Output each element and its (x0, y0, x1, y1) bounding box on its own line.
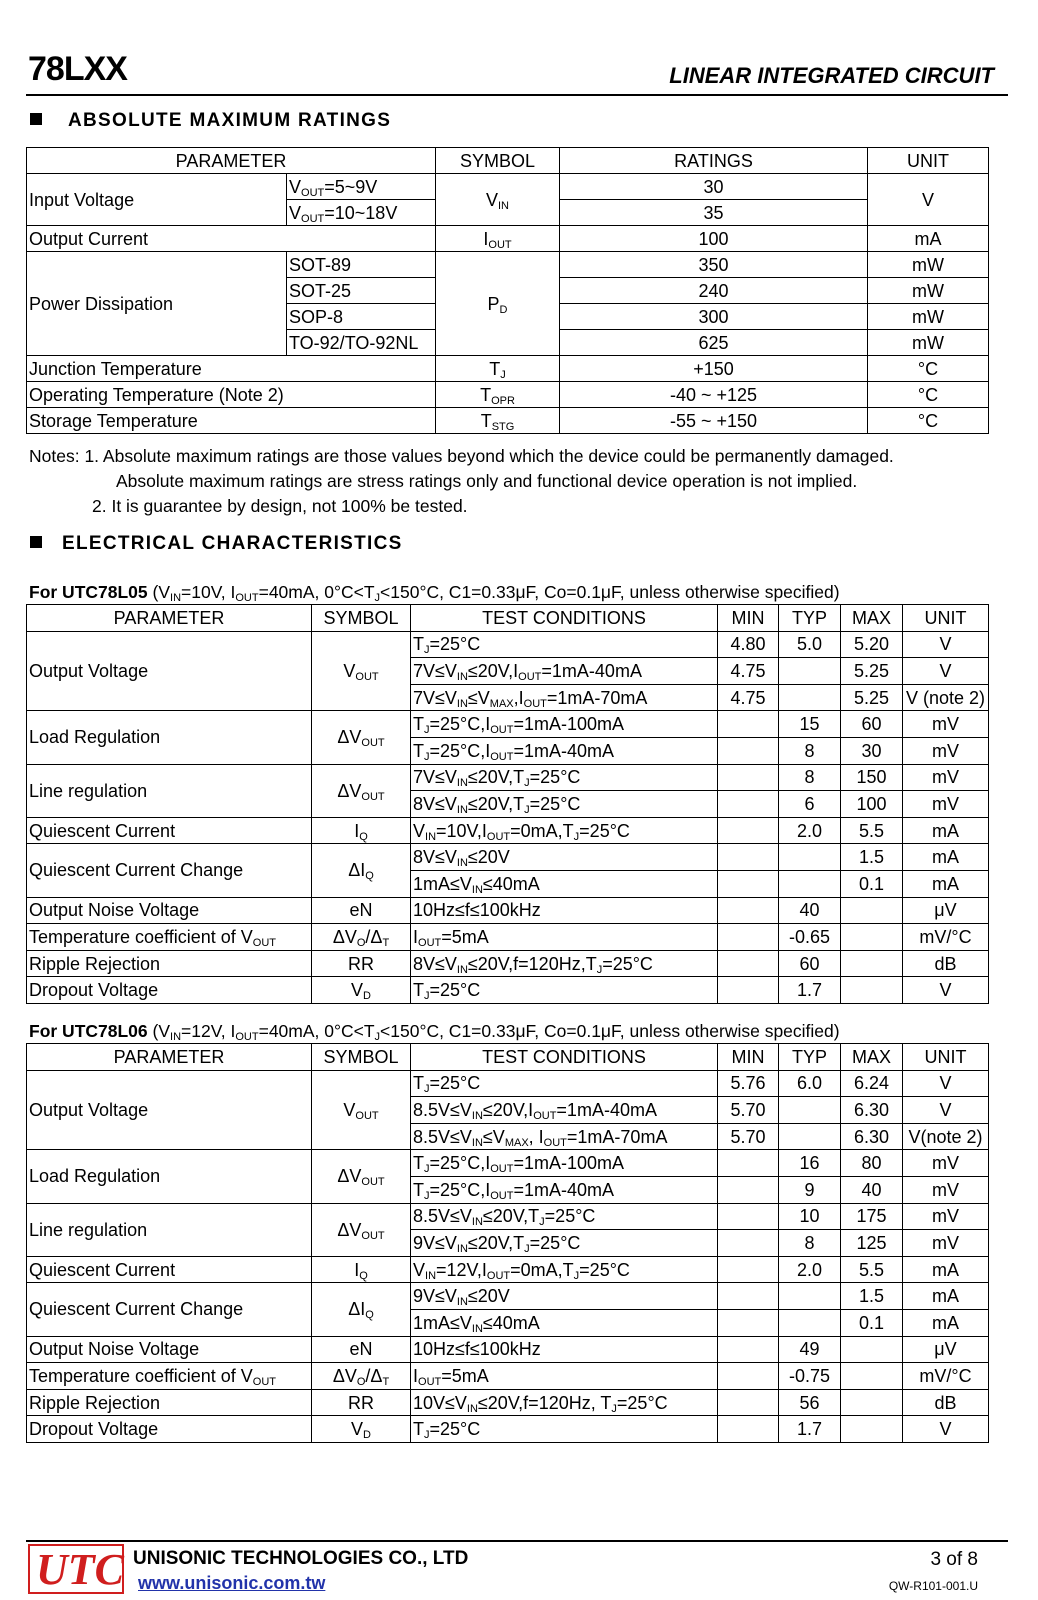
symbol-cell: $T_J$ (436, 356, 560, 382)
max-cell: 5.25 (841, 684, 903, 711)
table-row (27, 764, 989, 791)
typ-cell: 5.0 (779, 631, 841, 658)
unit-cell: mA (903, 1256, 989, 1283)
col-header-symbol: SYMBOL (312, 605, 411, 632)
symbol-cell: $P_D$ (436, 252, 560, 356)
unit-cell: mV (903, 764, 989, 791)
section-title: ELECTRICAL CHARACTERISTICS (62, 533, 403, 554)
table-row (27, 408, 989, 434)
table-row (27, 1256, 989, 1283)
param-label: Ripple Rejection (27, 950, 312, 977)
typ-cell: 49 (779, 1336, 841, 1363)
test-condition-cell: $9V\le V_{IN}\le 20V,T_J=25^\circ C$ (411, 1230, 718, 1257)
param-label: Dropout Voltage (27, 977, 312, 1004)
typ-cell: 8 (779, 1230, 841, 1257)
part-name: For UTC78L05 (29, 582, 148, 602)
col-header-test: TEST CONDITIONS (411, 1044, 718, 1071)
max-cell: 1.5 (841, 1283, 903, 1310)
min-cell (718, 1256, 779, 1283)
test-condition-cell: $8.5V\le V_{IN}\le 20V,I_{OUT}=1mA-40mA$ (411, 1097, 718, 1124)
symbol-cell: $I_Q$ (312, 1256, 411, 1283)
table-row (27, 252, 989, 278)
col-header-typ: TYP (779, 1044, 841, 1071)
test-condition-cell: $7V\le V_{IN}\le 20V,I_{OUT}=1mA-40mA$ (411, 658, 718, 685)
typ-cell: 2.0 (779, 1256, 841, 1283)
col-header-symbol: SYMBOL (312, 1044, 411, 1071)
test-condition-cell: 10Hz≤f≤100kHz (411, 1336, 718, 1363)
typ-cell: 8 (779, 764, 841, 791)
table-row (27, 631, 989, 658)
max-cell: 0.1 (841, 1309, 903, 1336)
param-condition: $V_{OUT}=10\sim 18V$ (287, 200, 436, 226)
test-condition-cell: $8.5V\le V_{IN}\le V_{MAX}$, $I_{OUT}=1mA-70mA$ (411, 1123, 718, 1150)
unit-cell: °C (868, 382, 989, 408)
typ-cell (779, 844, 841, 871)
max-cell: 175 (841, 1203, 903, 1230)
unit-cell: dB (903, 1389, 989, 1416)
note-2: 2. It is guarantee by design, not 100% be tested. (92, 496, 468, 516)
rating-cell: 300 (560, 304, 868, 330)
symbol-cell: $\Delta V_{OUT}$ (312, 711, 411, 764)
test-conditions: ($V_{IN}=12V$, $I_{OUT}=40mA$, $0^\circ C<T_J<150^\circ C$, C1=0.33μF, Co=0.1μF, unless otherwise specified) (147, 1021, 840, 1043)
min-cell: 5.70 (718, 1123, 779, 1150)
max-cell: 80 (841, 1150, 903, 1177)
param-label: Quiescent Current Change (27, 1283, 312, 1336)
min-cell (718, 1389, 779, 1416)
param-label: Quiescent Current Change (27, 844, 312, 897)
table-row (27, 1363, 989, 1390)
param-label: Junction Temperature (27, 356, 436, 382)
unit-cell: mV/°C (903, 924, 989, 951)
unit-cell: mV/°C (903, 1363, 989, 1390)
max-cell: 5.25 (841, 658, 903, 685)
test-condition-cell: $10V\le V_{IN}\le 20V,f=120Hz$, $T_J=25^\circ C$ (411, 1389, 718, 1416)
symbol-cell: $T_{STG}$ (436, 408, 560, 434)
document-subtitle: LINEAR INTEGRATED CIRCUIT (669, 63, 994, 88)
max-cell (841, 950, 903, 977)
col-header-parameter: PARAMETER (27, 148, 436, 174)
min-cell (718, 924, 779, 951)
param-label: Output Current (27, 226, 436, 252)
footer-divider (26, 1540, 1008, 1542)
param-label: Load Regulation (27, 711, 312, 764)
unit-cell: mA (868, 226, 989, 252)
min-cell: 4.75 (718, 658, 779, 685)
document-title: 78LXX (28, 50, 127, 88)
test-condition-cell: $T_J=25^\circ C,I_{OUT}=1mA-100mA$ (411, 711, 718, 738)
rating-cell: 35 (560, 200, 868, 226)
test-condition-cell: $9V\le V_{IN}\le 20V$ (411, 1283, 718, 1310)
typ-cell (779, 1097, 841, 1124)
max-cell: 60 (841, 711, 903, 738)
col-header-unit: UNIT (903, 605, 989, 632)
typ-cell: 60 (779, 950, 841, 977)
test-condition-cell: $T_J=25^\circ C,I_{OUT}=1mA-40mA$ (411, 1176, 718, 1203)
param-condition: $V_{OUT}=5\sim 9V$ (287, 174, 436, 200)
min-cell (718, 1230, 779, 1257)
table-row (27, 844, 989, 871)
min-cell (718, 1150, 779, 1177)
param-label: Input Voltage (27, 174, 287, 226)
test-condition-cell: $7V\le V_{IN}\le 20V,T_J=25^\circ C$ (411, 764, 718, 791)
part-name: For UTC78L06 (29, 1021, 148, 1041)
note-1-continued: Absolute maximum ratings are stress ratings only and functional device operation is not implied. (116, 471, 858, 491)
min-cell (718, 817, 779, 844)
typ-cell: 16 (779, 1150, 841, 1177)
min-cell (718, 844, 779, 871)
min-cell (718, 1283, 779, 1310)
max-cell (841, 977, 903, 1004)
table-row (27, 226, 989, 252)
unit-cell: V (903, 977, 989, 1004)
unit-cell: mV (903, 791, 989, 818)
unit-cell: μV (903, 1336, 989, 1363)
table-row (27, 1283, 989, 1310)
col-header-max: MAX (841, 605, 903, 632)
typ-cell: 10 (779, 1203, 841, 1230)
rating-cell: -40 ~ +125 (560, 382, 868, 408)
min-cell (718, 737, 779, 764)
unit-cell: mV (903, 1230, 989, 1257)
typ-cell: 1.7 (779, 1416, 841, 1443)
typ-cell: 9 (779, 1176, 841, 1203)
rating-cell: 30 (560, 174, 868, 200)
rating-cell: 240 (560, 278, 868, 304)
typ-cell (779, 658, 841, 685)
table-header-row (27, 148, 989, 174)
param-label: Ripple Rejection (27, 1389, 312, 1416)
table-row (27, 897, 989, 924)
unit-cell: mA (903, 844, 989, 871)
typ-cell: -0.65 (779, 924, 841, 951)
unit-cell: V (903, 1097, 989, 1124)
param-label: Output Noise Voltage (27, 897, 312, 924)
max-cell: 40 (841, 1176, 903, 1203)
max-cell: 1.5 (841, 844, 903, 871)
unit-cell: mW (868, 278, 989, 304)
table-row (27, 382, 989, 408)
min-cell (718, 1203, 779, 1230)
rating-cell: -55 ~ +150 (560, 408, 868, 434)
bullet-square-icon (30, 113, 42, 125)
test-condition-cell: $V_{IN}=10V,I_{OUT}=0mA,T_J=25^\circ C$ (411, 817, 718, 844)
symbol-cell: $I_Q$ (312, 817, 411, 844)
typ-cell: 2.0 (779, 817, 841, 844)
typ-cell: 40 (779, 897, 841, 924)
unit-cell: V (903, 1070, 989, 1097)
min-cell (718, 711, 779, 738)
col-header-unit: UNIT (903, 1044, 989, 1071)
param-label: Line regulation (27, 1203, 312, 1256)
min-cell (718, 977, 779, 1004)
unit-cell: V(note 2) (903, 1123, 989, 1150)
table-row (27, 924, 989, 951)
typ-cell (779, 870, 841, 897)
absolute-max-ratings-table (26, 147, 989, 434)
table-row (27, 950, 989, 977)
utc-logo (28, 1544, 124, 1594)
max-cell: 6.24 (841, 1070, 903, 1097)
unit-cell: dB (903, 950, 989, 977)
min-cell (718, 1309, 779, 1336)
company-name: UNISONIC TECHNOLOGIES CO., LTD (133, 1548, 469, 1569)
unit-cell: V (903, 631, 989, 658)
max-cell: 5.20 (841, 631, 903, 658)
max-cell: 150 (841, 764, 903, 791)
test-condition-cell: $1mA\le V_{IN}\le 40mA$ (411, 870, 718, 897)
col-header-parameter: PARAMETER (27, 605, 312, 632)
max-cell: 6.30 (841, 1097, 903, 1124)
max-cell: 6.30 (841, 1123, 903, 1150)
symbol-cell: RR (312, 1389, 411, 1416)
max-cell: 30 (841, 737, 903, 764)
typ-cell (779, 1283, 841, 1310)
table-row (27, 1416, 989, 1443)
table-row (27, 1336, 989, 1363)
table-row (27, 1150, 989, 1177)
section-heading-absolute-max (30, 110, 391, 132)
param-label: Output Noise Voltage (27, 1336, 312, 1363)
typ-cell: 56 (779, 1389, 841, 1416)
max-cell (841, 1336, 903, 1363)
unit-cell: V (868, 174, 989, 226)
max-cell (841, 1389, 903, 1416)
unit-cell: mA (903, 1309, 989, 1336)
col-header-symbol: SYMBOL (436, 148, 560, 174)
param-label: Dropout Voltage (27, 1416, 312, 1443)
min-cell: 5.70 (718, 1097, 779, 1124)
symbol-cell: $V_{OUT}$ (312, 1070, 411, 1150)
max-cell (841, 897, 903, 924)
col-header-min: MIN (718, 1044, 779, 1071)
test-condition-cell: $I_{OUT}=5mA$ (411, 1363, 718, 1390)
max-cell (841, 1416, 903, 1443)
unit-cell: mW (868, 304, 989, 330)
table-row (27, 817, 989, 844)
rating-cell: 625 (560, 330, 868, 356)
page-number: 3 of 8 (930, 1549, 978, 1570)
min-cell (718, 950, 779, 977)
unit-cell: mV (903, 737, 989, 764)
package-cell: SOT-89 (287, 252, 436, 278)
electrical-table-78l06 (26, 1043, 989, 1443)
max-cell: 0.1 (841, 870, 903, 897)
param-label: Storage Temperature (27, 408, 436, 434)
min-cell: 5.76 (718, 1070, 779, 1097)
header-divider (26, 94, 1008, 96)
col-header-ratings: RATINGS (560, 148, 868, 174)
col-header-max: MAX (841, 1044, 903, 1071)
col-header-unit: UNIT (868, 148, 989, 174)
param-label: Output Voltage (27, 1070, 312, 1150)
table-header-row (27, 1044, 989, 1071)
symbol-cell: $\Delta I_Q$ (312, 844, 411, 897)
test-condition-cell: $8V\le V_{IN}\le 20V$ (411, 844, 718, 871)
param-label: Quiescent Current (27, 1256, 312, 1283)
param-label: Load Regulation (27, 1150, 312, 1203)
test-condition-cell: 10Hz≤f≤100kHz (411, 897, 718, 924)
test-condition-cell: $8.5V\le V_{IN}\le 20V,T_J=25^\circ C$ (411, 1203, 718, 1230)
unit-cell: mV (903, 1150, 989, 1177)
table-header-row (27, 605, 989, 632)
min-cell (718, 1416, 779, 1443)
unit-cell: mW (868, 330, 989, 356)
unit-cell: mW (868, 252, 989, 278)
test-condition-cell: $1mA\le V_{IN}\le 40mA$ (411, 1309, 718, 1336)
l06-condition-line (29, 1021, 840, 1042)
section-heading-electrical (30, 533, 403, 555)
typ-cell: 8 (779, 737, 841, 764)
unit-cell: mV (903, 1176, 989, 1203)
unit-cell: V (903, 1416, 989, 1443)
document-code: QW-R101-001.U (888, 1579, 978, 1593)
test-condition-cell: $T_J=25^\circ C$ (411, 1416, 718, 1443)
rating-cell: +150 (560, 356, 868, 382)
min-cell (718, 870, 779, 897)
test-condition-cell: $8V\le V_{IN}\le 20V,f=120Hz,T_J=25^\circ C$ (411, 950, 718, 977)
typ-cell (779, 1123, 841, 1150)
table-row (27, 1389, 989, 1416)
table-row (27, 174, 989, 200)
symbol-cell: $V_{IN}$ (436, 174, 560, 226)
max-cell: 100 (841, 791, 903, 818)
symbol-cell: $V_D$ (312, 1416, 411, 1443)
test-condition-cell: $T_J=25^\circ C,I_{OUT}=1mA-40mA$ (411, 737, 718, 764)
typ-cell: -0.75 (779, 1363, 841, 1390)
bullet-square-icon (30, 536, 42, 548)
symbol-cell: $\Delta V_{OUT}$ (312, 1150, 411, 1203)
test-condition-cell: $T_J=25^\circ C,I_{OUT}=1mA-100mA$ (411, 1150, 718, 1177)
symbol-cell: eN (312, 1336, 411, 1363)
min-cell (718, 897, 779, 924)
table-row (27, 1070, 989, 1097)
max-cell (841, 1363, 903, 1390)
param-label: Quiescent Current (27, 817, 312, 844)
min-cell (718, 1363, 779, 1390)
unit-cell: mV (903, 1203, 989, 1230)
typ-cell: 15 (779, 711, 841, 738)
symbol-cell: RR (312, 950, 411, 977)
package-cell: SOP-8 (287, 304, 436, 330)
min-cell (718, 791, 779, 818)
rating-cell: 100 (560, 226, 868, 252)
symbol-cell: $\Delta V_O/\Delta_T$ (312, 924, 411, 951)
typ-cell (779, 684, 841, 711)
symbol-cell: $\Delta V_O/\Delta_T$ (312, 1363, 411, 1390)
unit-cell: mA (903, 1283, 989, 1310)
param-label: Operating Temperature (Note 2) (27, 382, 436, 408)
package-cell: SOT-25 (287, 278, 436, 304)
table-row (27, 356, 989, 382)
symbol-cell: $\Delta V_{OUT}$ (312, 764, 411, 817)
symbol-cell: $\Delta I_Q$ (312, 1283, 411, 1336)
unit-cell: °C (868, 356, 989, 382)
col-header-typ: TYP (779, 605, 841, 632)
table-row (27, 1203, 989, 1230)
min-cell (718, 1176, 779, 1203)
symbol-cell: $V_{OUT}$ (312, 631, 411, 711)
typ-cell: 1.7 (779, 977, 841, 1004)
symbol-cell: $T_{OPR}$ (436, 382, 560, 408)
test-condition-cell: $T_J=25^\circ C$ (411, 1070, 718, 1097)
col-header-test: TEST CONDITIONS (411, 605, 718, 632)
max-cell: 5.5 (841, 1256, 903, 1283)
unit-cell: mA (903, 870, 989, 897)
test-condition-cell: $V_{IN}=12V,I_{OUT}=0mA,T_J=25^\circ C$ (411, 1256, 718, 1283)
max-cell (841, 924, 903, 951)
test-condition-cell: $T_J=25^\circ C$ (411, 631, 718, 658)
unit-cell: μV (903, 897, 989, 924)
table-row (27, 711, 989, 738)
test-condition-cell: $7V\le V_{IN}\le V_{MAX},I_{OUT}=1mA-70mA$ (411, 684, 718, 711)
unit-cell: mA (903, 817, 989, 844)
max-cell: 5.5 (841, 817, 903, 844)
col-header-parameter: PARAMETER (27, 1044, 312, 1071)
rating-cell: 350 (560, 252, 868, 278)
param-label: Power Dissipation (27, 252, 287, 356)
typ-cell: 6 (779, 791, 841, 818)
unit-cell: °C (868, 408, 989, 434)
electrical-table-78l05 (26, 604, 989, 1004)
note-1: Notes: 1. Absolute maximum ratings are those values beyond which the device could be permanently damaged. (29, 446, 894, 466)
l05-condition-line (29, 582, 840, 603)
param-label: Temperature coefficient of $V_{OUT}$ (27, 1363, 312, 1390)
test-condition-cell: $I_{OUT}=5mA$ (411, 924, 718, 951)
typ-cell: 6.0 (779, 1070, 841, 1097)
symbol-cell: $V_D$ (312, 977, 411, 1004)
unit-cell: mV (903, 711, 989, 738)
min-cell (718, 764, 779, 791)
typ-cell (779, 1309, 841, 1336)
table-row (27, 977, 989, 1004)
param-label: Temperature coefficient of $V_{OUT}$ (27, 924, 312, 951)
website-link[interactable]: www.unisonic.com.tw (138, 1573, 326, 1593)
min-cell: 4.80 (718, 631, 779, 658)
min-cell (718, 1336, 779, 1363)
param-label: Output Voltage (27, 631, 312, 711)
test-condition-cell: $8V\le V_{IN}\le 20V,T_J=25^\circ C$ (411, 791, 718, 818)
test-conditions: ($V_{IN}=10V$, $I_{OUT}=40mA$, $0^\circ C<T_J<150^\circ C$, C1=0.33μF, Co=0.1μF, unless otherwise specified) (147, 582, 840, 604)
section-title: ABSOLUTE MAXIMUM RATINGS (68, 110, 392, 131)
min-cell: 4.75 (718, 684, 779, 711)
col-header-min: MIN (718, 605, 779, 632)
logo-text: UTC (36, 1545, 124, 1594)
unit-cell: V (903, 658, 989, 685)
symbol-cell: eN (312, 897, 411, 924)
symbol-cell: $\Delta V_{OUT}$ (312, 1203, 411, 1256)
symbol-cell: $I_{OUT}$ (436, 226, 560, 252)
test-condition-cell: $T_J=25^\circ C$ (411, 977, 718, 1004)
max-cell: 125 (841, 1230, 903, 1257)
package-cell: TO-92/TO-92NL (287, 330, 436, 356)
unit-cell: V (note 2) (903, 684, 989, 711)
param-label: Line regulation (27, 764, 312, 817)
